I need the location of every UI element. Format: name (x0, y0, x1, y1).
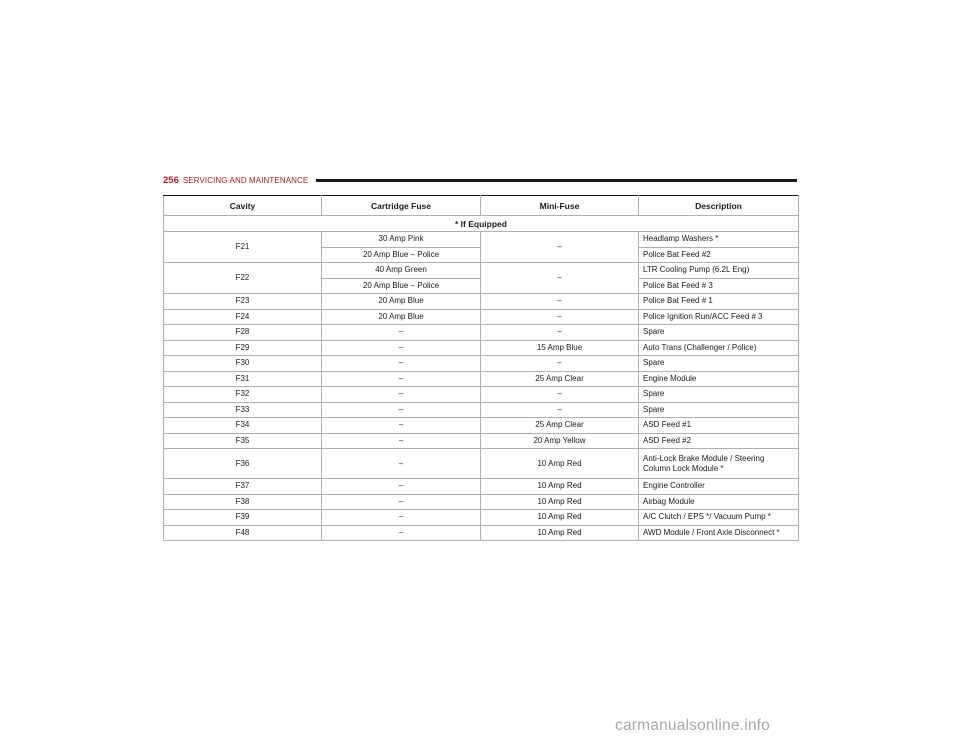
cartridge-fuse-cell: – (322, 449, 481, 479)
mini-fuse-cell: 10 Amp Red (481, 479, 639, 495)
mini-fuse-cell: – (481, 387, 639, 403)
description-cell: Engine Controller (639, 479, 799, 495)
cavity-cell: F31 (164, 371, 322, 387)
cavity-cell: F48 (164, 525, 322, 541)
cartridge-fuse-cell: – (322, 494, 481, 510)
cartridge-fuse-cell: – (322, 525, 481, 541)
mini-fuse-cell: – (481, 232, 639, 263)
cavity-cell: F35 (164, 433, 322, 449)
table-row (164, 263, 799, 279)
cavity-cell: F21 (164, 232, 322, 263)
mini-fuse-cell: 25 Amp Clear (481, 371, 639, 387)
table-row (164, 402, 799, 418)
table-row (164, 418, 799, 434)
cavity-cell: F29 (164, 340, 322, 356)
page-number: 256 (163, 174, 179, 186)
cavity-cell: F24 (164, 309, 322, 325)
if-equipped-note: * If Equipped (164, 216, 799, 232)
table-note-row (164, 216, 799, 232)
table-row (164, 449, 799, 479)
cavity-cell: F37 (164, 479, 322, 495)
table-row (164, 232, 799, 248)
cartridge-fuse-cell: – (322, 402, 481, 418)
description-cell: Spare (639, 402, 799, 418)
description-cell: Spare (639, 325, 799, 341)
cavity-cell: F39 (164, 510, 322, 526)
cavity-cell: F32 (164, 387, 322, 403)
cartridge-fuse-cell: 40 Amp Green (322, 263, 481, 279)
cavity-cell: F38 (164, 494, 322, 510)
mini-fuse-cell: – (481, 402, 639, 418)
table-row (164, 525, 799, 541)
mini-fuse-cell: 10 Amp Red (481, 525, 639, 541)
table-row (164, 371, 799, 387)
cartridge-fuse-cell: – (322, 356, 481, 372)
cartridge-fuse-cell: 20 Amp Blue (322, 294, 481, 310)
mini-fuse-cell: 10 Amp Red (481, 510, 639, 526)
description-cell: Police Bat Feed #2 (639, 247, 799, 263)
cartridge-fuse-cell: – (322, 433, 481, 449)
mini-fuse-cell: – (481, 294, 639, 310)
cartridge-fuse-cell: – (322, 418, 481, 434)
description-cell: LTR Cooling Pump (6.2L Eng) (639, 263, 799, 279)
column-header-cartridge-fuse: Cartridge Fuse (322, 196, 481, 216)
description-cell: ASD Feed #2 (639, 433, 799, 449)
description-cell: Airbag Module (639, 494, 799, 510)
cartridge-fuse-cell: – (322, 479, 481, 495)
mini-fuse-cell: – (481, 356, 639, 372)
mini-fuse-cell: – (481, 263, 639, 294)
cartridge-fuse-cell: – (322, 340, 481, 356)
mini-fuse-cell: 15 Amp Blue (481, 340, 639, 356)
description-cell: Police Bat Feed # 1 (639, 294, 799, 310)
description-cell: AWD Module / Front Axle Disconnect * (639, 525, 799, 541)
description-cell: ASD Feed #1 (639, 418, 799, 434)
table-row (164, 494, 799, 510)
cavity-cell: F33 (164, 402, 322, 418)
cavity-cell: F23 (164, 294, 322, 310)
mini-fuse-cell: 20 Amp Yellow (481, 433, 639, 449)
table-row (164, 510, 799, 526)
table-row (164, 294, 799, 310)
column-header-cavity: Cavity (164, 196, 322, 216)
cavity-cell: F34 (164, 418, 322, 434)
mini-fuse-cell: – (481, 325, 639, 341)
cartridge-fuse-cell: 20 Amp Blue – Police (322, 278, 481, 294)
cavity-cell: F28 (164, 325, 322, 341)
cartridge-fuse-cell: – (322, 387, 481, 403)
table-row (164, 340, 799, 356)
column-header-mini-fuse: Mini-Fuse (481, 196, 639, 216)
description-cell: Police Ignition Run/ACC Feed # 3 (639, 309, 799, 325)
cavity-cell: F30 (164, 356, 322, 372)
description-cell: Auto Trans (Challenger / Police) (639, 340, 799, 356)
cartridge-fuse-cell: – (322, 325, 481, 341)
description-cell: Spare (639, 356, 799, 372)
cartridge-fuse-cell: – (322, 510, 481, 526)
description-cell: Headlamp Washers * (639, 232, 799, 248)
description-cell: Spare (639, 387, 799, 403)
section-title: SERVICING AND MAINTENANCE (182, 175, 309, 185)
mini-fuse-cell: – (481, 309, 639, 325)
description-cell: Police Bat Feed # 3 (639, 278, 799, 294)
table-row (164, 479, 799, 495)
mini-fuse-cell: 25 Amp Clear (481, 418, 639, 434)
table-row (164, 325, 799, 341)
table-row (164, 309, 799, 325)
cartridge-fuse-cell: – (322, 371, 481, 387)
header-rule (316, 179, 797, 182)
watermark-text: carmanualsonline.info (615, 717, 770, 734)
table-row (164, 356, 799, 372)
page-header (163, 172, 797, 188)
cavity-cell: F36 (164, 449, 322, 479)
table-row (164, 433, 799, 449)
cavity-cell: F22 (164, 263, 322, 294)
cartridge-fuse-cell: 30 Amp Pink (322, 232, 481, 248)
table-row (164, 387, 799, 403)
description-cell: A/C Clutch / EPS */ Vacuum Pump * (639, 510, 799, 526)
mini-fuse-cell: 10 Amp Red (481, 494, 639, 510)
fuse-table (163, 195, 799, 541)
mini-fuse-cell: 10 Amp Red (481, 449, 639, 479)
description-cell: Anti-Lock Brake Module / Steering Column Lock Module * (639, 449, 799, 479)
description-cell: Engine Module (639, 371, 799, 387)
cartridge-fuse-cell: 20 Amp Blue – Police (322, 247, 481, 263)
column-header-description: Description (639, 196, 799, 216)
table-header-row (164, 196, 799, 216)
cartridge-fuse-cell: 20 Amp Blue (322, 309, 481, 325)
